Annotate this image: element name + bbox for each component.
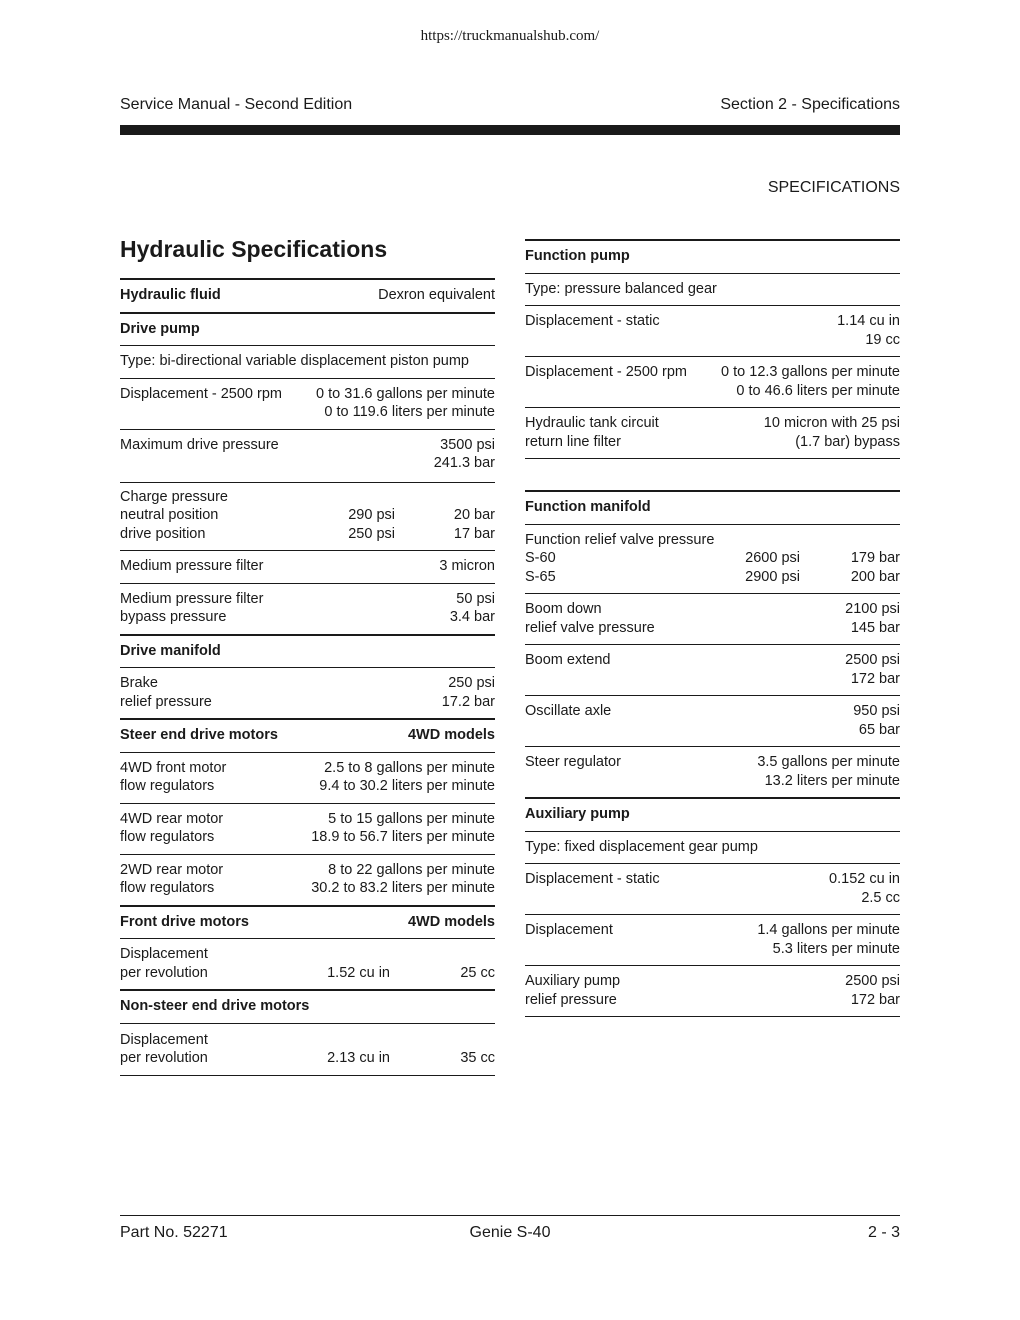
spec-value: 0 to 119.6 liters per minute bbox=[324, 404, 495, 420]
max-drive-pressure-row bbox=[120, 429, 495, 482]
function-pump-static-row bbox=[525, 305, 900, 356]
spec-label: Boom down bbox=[525, 601, 602, 617]
spec-value: 2600 psi bbox=[745, 550, 800, 566]
spec-value: 35 cc bbox=[460, 1050, 495, 1066]
spec-value: 1.4 gallons per minute bbox=[757, 922, 900, 938]
spec-label: Medium pressure filter bbox=[120, 590, 264, 607]
spec-label: Boom extend bbox=[525, 652, 611, 668]
spec-label: Type: fixed displacement gear pump bbox=[525, 838, 758, 855]
auxiliary-displacement-row bbox=[525, 914, 900, 965]
heading-label: Drive manifold bbox=[120, 642, 221, 659]
function-relief-row bbox=[525, 524, 900, 594]
function-pump-type-row bbox=[525, 273, 900, 306]
spec-value: 179 bar bbox=[850, 550, 900, 566]
spec-label: Displacement bbox=[120, 1031, 208, 1048]
heading-label: Steer end drive motors bbox=[120, 727, 278, 743]
function-pump-heading bbox=[525, 239, 900, 273]
spec-label: Type: bi-directional variable displacement piston pump bbox=[120, 353, 469, 369]
spec-value: 5 to 15 gallons per minute bbox=[328, 810, 495, 827]
spec-label: Displacement - 2500 rpm bbox=[525, 364, 687, 380]
spec-label: Displacement - static bbox=[525, 871, 660, 887]
spec-value: 19 cc bbox=[865, 331, 900, 348]
4wd-front-motor-row bbox=[120, 752, 495, 803]
right-spec-column bbox=[525, 239, 900, 1017]
spec-value: 172 bar bbox=[850, 991, 900, 1008]
drive-pump-displacement-row bbox=[120, 378, 495, 429]
spec-value: 9.4 to 30.2 liters per minute bbox=[319, 778, 495, 794]
oscillate-axle-row bbox=[525, 695, 900, 746]
spec-label: Displacement - static bbox=[525, 313, 660, 329]
spec-label: Hydraulic fluid bbox=[120, 287, 221, 303]
spec-label: relief valve pressure bbox=[525, 619, 655, 636]
spec-value: 3.5 gallons per minute bbox=[757, 754, 900, 770]
drive-pump-type-row bbox=[120, 345, 495, 378]
heading-note: 4WD models bbox=[407, 727, 495, 743]
header-rule bbox=[120, 125, 900, 135]
auxiliary-static-row bbox=[525, 863, 900, 914]
spec-value: 17.2 bar bbox=[441, 693, 495, 710]
spec-label: Displacement bbox=[120, 946, 208, 962]
page-title: Hydraulic Specifications bbox=[120, 236, 388, 262]
spec-value: 250 psi bbox=[348, 525, 395, 542]
spec-value: 3 micron bbox=[439, 558, 495, 574]
brake-relief-row bbox=[120, 667, 495, 718]
auxiliary-relief-row bbox=[525, 965, 900, 1017]
spec-label: relief pressure bbox=[525, 991, 617, 1008]
spec-value: 2500 psi bbox=[845, 652, 900, 668]
spec-value: 5.3 liters per minute bbox=[772, 940, 900, 957]
spec-label: Maximum drive pressure bbox=[120, 436, 279, 453]
tank-filter-row bbox=[525, 407, 900, 459]
spec-value: 0 to 31.6 gallons per minute bbox=[316, 385, 495, 402]
spec-value: 0.152 cu in bbox=[829, 871, 900, 887]
spec-value: 65 bar bbox=[858, 721, 900, 738]
auxiliary-pump-type-row bbox=[525, 831, 900, 864]
hydraulic-fluid-row bbox=[120, 278, 495, 312]
drive-pump-heading bbox=[120, 312, 495, 346]
spec-value: 2.13 cu in bbox=[327, 1050, 390, 1066]
spec-value: 2900 psi bbox=[745, 568, 800, 585]
left-spec-column bbox=[120, 278, 495, 1076]
spec-label: bypass pressure bbox=[120, 609, 227, 625]
spec-value: 1.14 cu in bbox=[837, 313, 900, 329]
spec-value: 25 cc bbox=[460, 964, 495, 981]
spec-label: flow regulators bbox=[120, 778, 215, 794]
front-motor-displacement-row bbox=[120, 938, 495, 989]
boom-extend-row bbox=[525, 644, 900, 695]
spec-label: return line filter bbox=[525, 433, 621, 450]
spec-value: 1.52 cu in bbox=[327, 964, 390, 981]
steer-regulator-row bbox=[525, 746, 900, 797]
spec-value: 30.2 to 83.2 liters per minute bbox=[311, 880, 495, 896]
spec-value: 50 psi bbox=[456, 590, 495, 607]
spec-label: Charge pressure bbox=[120, 488, 228, 505]
spec-label: flow regulators bbox=[120, 880, 215, 896]
spec-label: Auxiliary pump bbox=[525, 973, 621, 989]
spec-value: 290 psi bbox=[348, 507, 395, 523]
spec-label: drive position bbox=[120, 525, 206, 542]
spec-value: 172 bar bbox=[850, 670, 900, 687]
medium-pressure-filter-row bbox=[120, 550, 495, 583]
spec-label: flow regulators bbox=[120, 829, 215, 845]
non-steer-displacement-row bbox=[120, 1023, 495, 1076]
spec-value: 200 bar bbox=[850, 568, 900, 585]
manual-edition: Service Manual - Second Edition bbox=[120, 96, 353, 113]
steer-end-motors-heading bbox=[120, 718, 495, 752]
heading-label: Function manifold bbox=[525, 499, 651, 515]
function-pump-rpm-row bbox=[525, 356, 900, 407]
auxiliary-pump-heading bbox=[525, 797, 900, 831]
heading-label: Front drive motors bbox=[120, 913, 249, 930]
spec-value: 2.5 cc bbox=[861, 889, 900, 906]
spec-label: Steer regulator bbox=[525, 754, 621, 770]
spec-value: Dexron equivalent bbox=[378, 287, 495, 303]
spec-value: 3.4 bar bbox=[449, 609, 495, 625]
4wd-rear-motor-row bbox=[120, 803, 495, 854]
spec-label: S-65 bbox=[525, 568, 556, 585]
spec-label: Function relief valve pressure bbox=[525, 531, 715, 548]
spec-value: 0 to 12.3 gallons per minute bbox=[721, 364, 900, 380]
spec-value: 950 psi bbox=[853, 703, 900, 719]
spec-value: 241.3 bar bbox=[433, 455, 495, 471]
heading-label: Drive pump bbox=[120, 320, 200, 337]
source-url: https://truckmanualshub.com/ bbox=[420, 28, 600, 44]
filter-bypass-row bbox=[120, 583, 495, 634]
spec-value: 2100 psi bbox=[845, 601, 900, 617]
spec-label: per revolution bbox=[120, 1050, 208, 1066]
spec-label: Hydraulic tank circuit bbox=[525, 415, 659, 431]
spec-value: 0 to 46.6 liters per minute bbox=[736, 382, 900, 399]
2wd-rear-motor-row bbox=[120, 854, 495, 905]
page-number: 2 - 3 bbox=[867, 1224, 900, 1241]
spec-label: 4WD front motor bbox=[120, 759, 227, 776]
drive-manifold-heading bbox=[120, 634, 495, 668]
non-steer-motors-heading bbox=[120, 989, 495, 1023]
heading-label: Auxiliary pump bbox=[525, 806, 630, 822]
spec-label: Displacement bbox=[525, 922, 613, 938]
section-title: Section 2 - Specifications bbox=[720, 96, 900, 113]
heading-note: 4WD models bbox=[407, 913, 495, 930]
model-name: Genie S-40 bbox=[469, 1224, 551, 1241]
spec-value: 2.5 to 8 gallons per minute bbox=[324, 759, 495, 776]
spec-label: Medium pressure filter bbox=[120, 558, 264, 574]
spec-value: 3500 psi bbox=[440, 436, 495, 453]
spec-value: 2500 psi bbox=[845, 973, 900, 989]
spec-label: Type: pressure balanced gear bbox=[525, 280, 717, 297]
section-label: SPECIFICATIONS bbox=[767, 179, 900, 196]
heading-label: Function pump bbox=[525, 248, 630, 264]
function-manifold-heading bbox=[525, 490, 900, 524]
spec-value: 8 to 22 gallons per minute bbox=[328, 861, 495, 878]
footer-rule bbox=[120, 1215, 900, 1216]
spec-value: 250 psi bbox=[448, 675, 495, 691]
spec-value: 10 micron with 25 psi bbox=[763, 415, 900, 431]
front-drive-motors-heading bbox=[120, 905, 495, 939]
spec-label: Brake bbox=[120, 675, 158, 691]
spec-label: S-60 bbox=[525, 550, 556, 566]
spec-label: relief pressure bbox=[120, 693, 212, 710]
spec-label: 4WD rear motor bbox=[120, 810, 224, 827]
spec-label: 2WD rear motor bbox=[120, 861, 224, 878]
spec-value: 13.2 liters per minute bbox=[764, 772, 900, 789]
spec-value: (1.7 bar) bypass bbox=[795, 433, 900, 450]
column-gap bbox=[525, 459, 900, 490]
spec-value: 18.9 to 56.7 liters per minute bbox=[311, 829, 495, 845]
spec-value: 17 bar bbox=[453, 525, 495, 542]
spec-label: per revolution bbox=[120, 964, 208, 981]
part-number: Part No. 52271 bbox=[120, 1224, 228, 1241]
spec-label: Oscillate axle bbox=[525, 703, 612, 719]
spec-value: 145 bar bbox=[850, 619, 900, 636]
heading-label: Non-steer end drive motors bbox=[120, 998, 310, 1014]
spec-label: Displacement - 2500 rpm bbox=[120, 385, 282, 402]
spec-value: 20 bar bbox=[453, 507, 495, 523]
charge-pressure-row bbox=[120, 482, 495, 551]
boom-down-row bbox=[525, 593, 900, 644]
spec-label: neutral position bbox=[120, 507, 219, 523]
